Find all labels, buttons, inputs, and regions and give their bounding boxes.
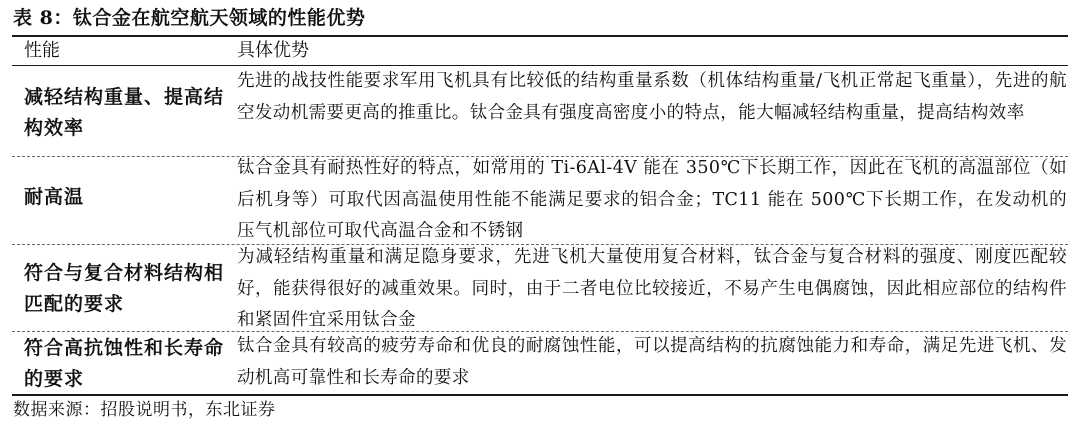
header-property: 性能 <box>24 40 60 61</box>
row-property: 符合与复合材料结构相匹配的要求 <box>24 262 225 315</box>
row-property: 减轻结构重量、提高结构效率 <box>24 86 225 139</box>
row-property: 耐高温 <box>24 186 85 208</box>
table-bottom-rule <box>12 394 1068 396</box>
row-property: 符合高抗蚀性和长寿命的要求 <box>24 337 225 390</box>
row-advantage: 钛合金具有耐热性好的特点，如常用的 Ti-6Al-4V 能在 350℃下长期工作，因此在飞机的高温部位（如后机身等）可取代因高温使用性能不能满足要求的铝合金；TC11 能在 500℃下长期工作，在发动机的压气机部位可取代高温合金和不锈钢 <box>237 158 1067 241</box>
row-advantage: 先进的战技性能要求军用飞机具有比较低的结构重量系数（机体结构重量/飞机正常起飞重量），先进的航空发动机需要更高的推重比。钛合金具有强度高密度小的特点，能大幅减轻结构重量，提高结构效率 <box>237 71 1067 123</box>
row-advantage: 为减轻结构重量和满足隐身要求，先进飞机大量使用复合材料，钛合金与复合材料的强度、刚度匹配较好，能获得很好的减重效果。同时，由于二者电位比较接近，不易产生电偶腐蚀，因此相应部位的结构件和紧固件宜采用钛合金 <box>237 247 1067 330</box>
source-note: 数据来源：招股说明书，东北证券 <box>13 400 276 420</box>
table-top-rule <box>12 35 1068 37</box>
row-advantage: 钛合金具有较高的疲劳寿命和优良的耐腐蚀性能，可以提高结构的抗腐蚀能力和寿命，满足先进飞机、发动机高可靠性和长寿命的要求 <box>237 336 1067 388</box>
table-title: 表 8：钛合金在航空航天领域的性能优势 <box>13 7 366 29</box>
header-advantage: 具体优势 <box>237 40 309 61</box>
